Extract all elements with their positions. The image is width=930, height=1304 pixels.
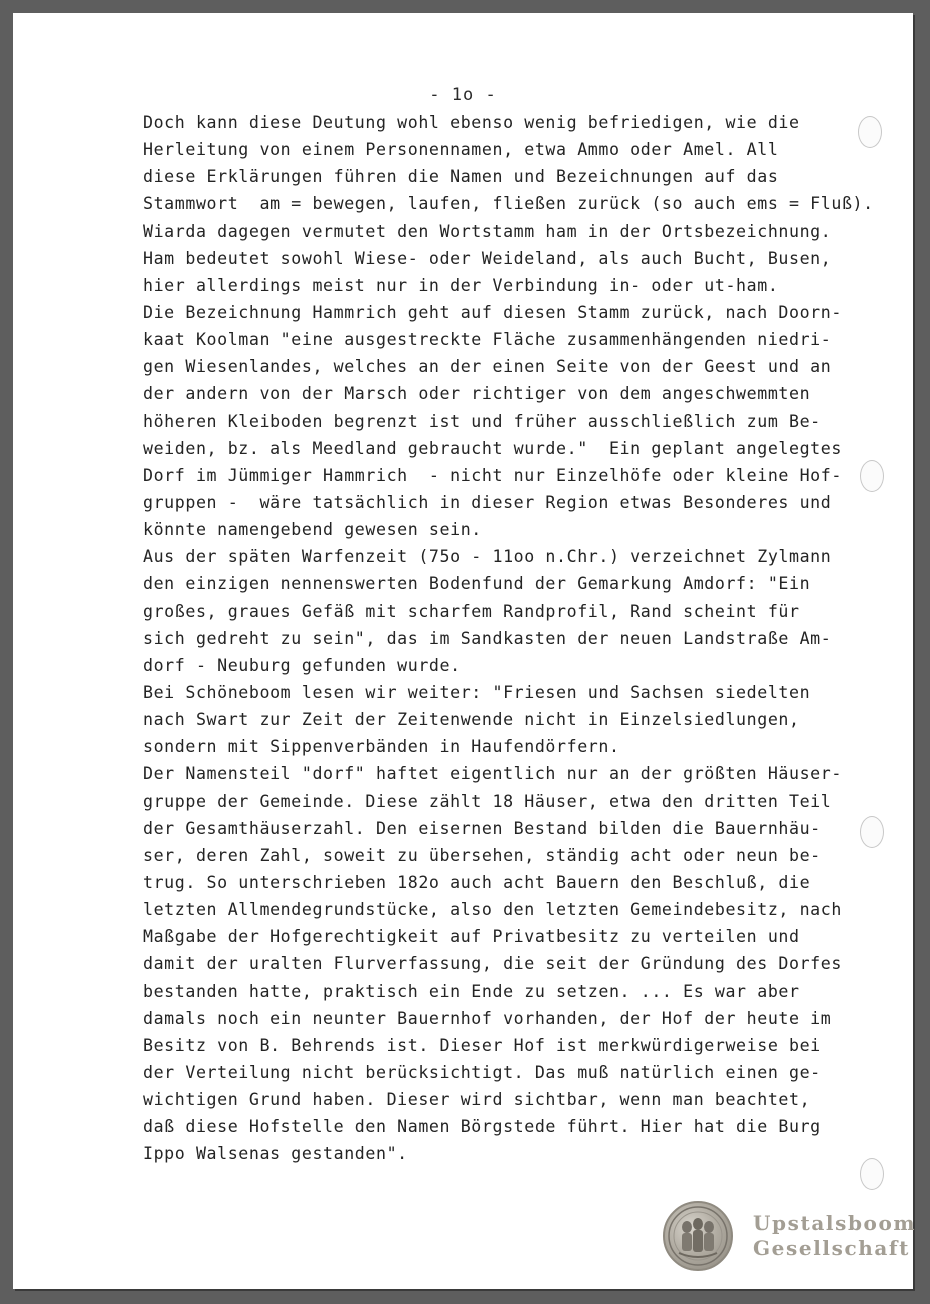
document-page [13, 13, 917, 1289]
text-line: wichtigen Grund haben. Dieser wird sichtbar, wenn man beachtet, [143, 1090, 811, 1110]
page-number: - 1o - [429, 85, 497, 105]
text-line: Bei Schöneboom lesen wir weiter: "Friesen und Sachsen siedelten [143, 682, 811, 702]
text-line: letzten Allmendegrundstücke, also den letzten Gemeindebesitz, nach [143, 900, 842, 920]
text-line: Stammwort am = bewegen, laufen, fließen zurück (so auch ems = Fluß). [143, 194, 874, 214]
body-text [143, 109, 883, 1167]
text-line: daß diese Hofstelle den Namen Börgstede führt. Hier hat die Burg [143, 1117, 821, 1137]
text-line: hier allerdings meist nur in der Verbindung in- oder ut-ham. [143, 275, 779, 295]
text-line: den einzigen nennenswerten Bodenfund der Gemarkung Amdorf: "Ein [143, 574, 811, 594]
text-line: der andern von der Marsch oder richtiger von dem angeschwemmten [143, 384, 811, 404]
text-line: kaat Koolman "eine ausgestreckte Fläche zusammenhängenden niedri- [143, 330, 832, 350]
text-line: bestanden hatte, praktisch ein Ende zu setzen. ... Es war aber [143, 981, 800, 1001]
text-line: damit der uralten Flurverfassung, die seit der Gründung des Dorfes [143, 954, 842, 974]
text-line: Der Namensteil "dorf" haftet eigentlich nur an der größten Häuser- [143, 764, 842, 784]
text-line: Besitz von B. Behrends ist. Dieser Hof ist merkwürdigerweise bei [143, 1035, 821, 1055]
text-line: Maßgabe der Hofgerechtigkeit auf Privatbesitz zu verteilen und [143, 927, 800, 947]
text-line: sondern mit Sippenverbänden in Haufendörfern. [143, 737, 620, 757]
punch-hole-icon [860, 460, 884, 492]
text-line: weiden, bz. als Meedland gebraucht wurde." Ein geplant angelegtes [143, 438, 842, 458]
text-line: Dorf im Jümmiger Hammrich - nicht nur Einzelhöfe oder kleine Hof- [143, 465, 842, 485]
logo-line-2: Gesellschaft [753, 1236, 910, 1260]
publisher-logo [663, 1201, 916, 1271]
punch-hole-icon [860, 816, 884, 848]
punch-hole-icon [858, 116, 882, 148]
text-line: Ham bedeutet sowohl Wiese- oder Weideland, als auch Bucht, Busen, [143, 248, 832, 268]
text-line: damals noch ein neunter Bauernhof vorhanden, der Hof der heute im [143, 1008, 832, 1028]
text-line: Herleitung von einem Personennamen, etwa Ammo oder Amel. All [143, 140, 779, 160]
text-line: ser, deren Zahl, soweit zu übersehen, ständig acht oder neun be- [143, 845, 821, 865]
text-line: könnte namengebend gewesen sein. [143, 520, 482, 540]
punch-hole-icon [860, 1158, 884, 1190]
text-line: der Gesamthäuserzahl. Den eisernen Bestand bilden die Bauernhäu- [143, 818, 821, 838]
text-line: großes, graues Gefäß mit scharfem Randprofil, Rand scheint für [143, 601, 800, 621]
text-line: höheren Kleiboden begrenzt ist und früher ausschließlich zum Be- [143, 411, 821, 431]
text-line: Doch kann diese Deutung wohl ebenso wenig befriedigen, wie die [143, 113, 800, 132]
text-line: sich gedreht zu sein", das im Sandkasten der neuen Landstraße Am- [143, 628, 832, 648]
upstalsboom-seal-icon [663, 1201, 733, 1271]
text-line: dorf - Neuburg gefunden wurde. [143, 655, 461, 675]
text-line: gen Wiesenlandes, welches an der einen Seite von der Geest und an [143, 357, 832, 377]
text-line: gruppen - wäre tatsächlich in dieser Region etwas Besonderes und [143, 492, 832, 512]
logo-wordmark [753, 1211, 916, 1261]
text-line: der Verteilung nicht berücksichtigt. Das muß natürlich einen ge- [143, 1062, 821, 1082]
text-line: nach Swart zur Zeit der Zeitenwende nicht in Einzelsiedlungen, [143, 710, 800, 730]
text-line: trug. So unterschrieben 182o auch acht Bauern den Beschluß, die [143, 872, 811, 892]
text-line: Die Bezeichnung Hammrich geht auf diesen Stamm zurück, nach Doorn- [143, 302, 842, 322]
text-line: Wiarda dagegen vermutet den Wortstamm ham in der Ortsbezeichnung. [143, 221, 832, 241]
logo-line-1: Upstalsboom [753, 1211, 917, 1235]
text-line: gruppe der Gemeinde. Diese zählt 18 Häuser, etwa den dritten Teil [143, 791, 832, 811]
text-line: diese Erklärungen führen die Namen und Bezeichnungen auf das [143, 167, 779, 187]
text-line: Ippo Walsenas gestanden". [143, 1144, 408, 1164]
text-line: Aus der späten Warfenzeit (75o - 11oo n.Chr.) verzeichnet Zylmann [143, 547, 832, 567]
